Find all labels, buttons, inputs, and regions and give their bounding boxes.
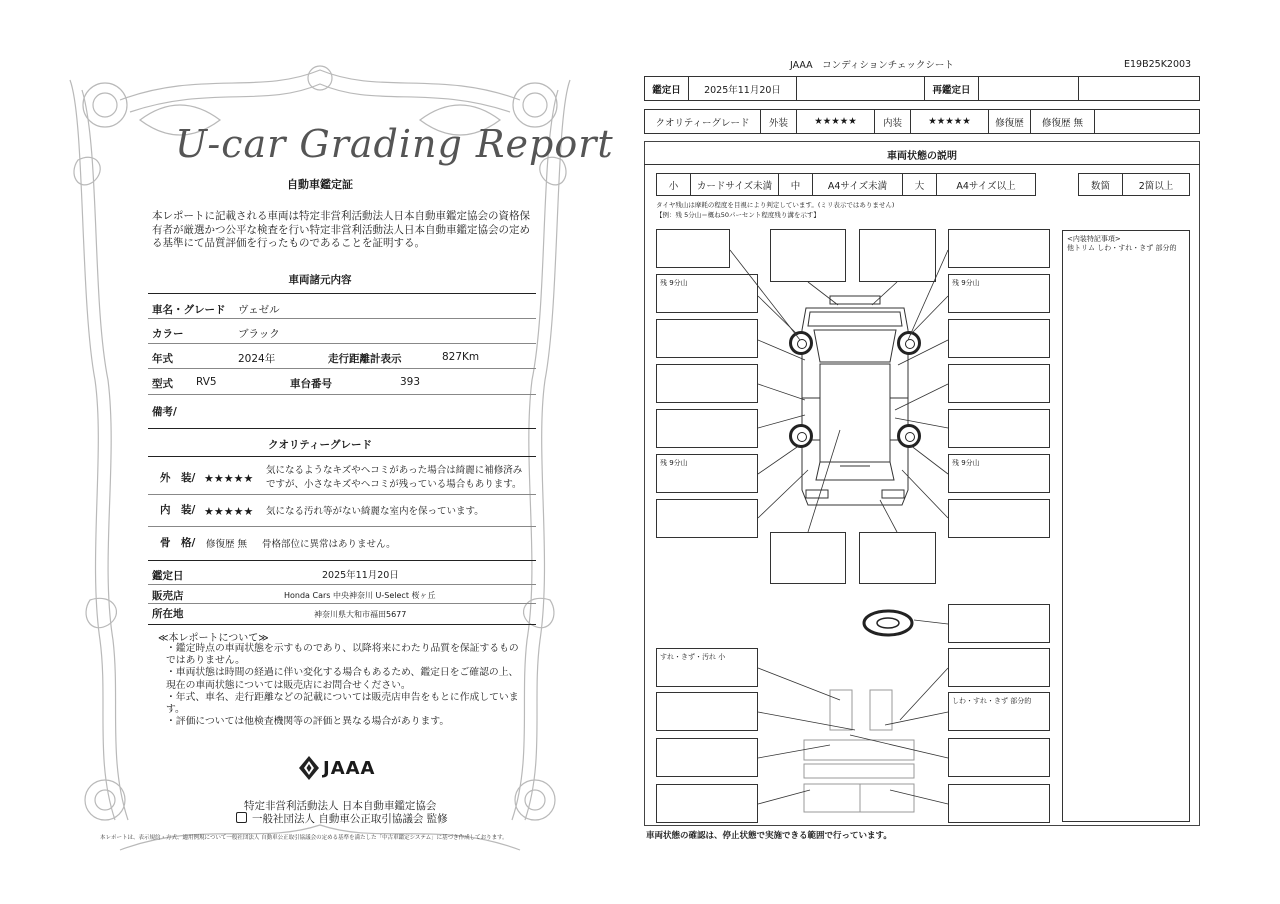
- inspect-date-label: 鑑定日: [645, 77, 689, 100]
- tire-note-1: タイヤ残山は摩耗の程度を目視により判定しています。(ミリ表示ではありません): [656, 201, 895, 209]
- int-stars: ★★★★★: [911, 110, 989, 133]
- name-label: 車名・グレード: [152, 304, 226, 316]
- about-item: ・鑑定時点の車両状態を示すものであり、以降将来にわたり品質を保証するものではありません。: [166, 643, 519, 667]
- org-line-2: 一般社団法人 自動車公正取引協議会 監修: [252, 813, 448, 825]
- dealer-value: Honda Cars 中央神奈川 U-Select 桜ヶ丘: [284, 591, 436, 600]
- qg-label: クオリティーグレード: [645, 110, 761, 133]
- frame-text: 骨格部位に異常はありません。: [262, 539, 396, 550]
- legend-multiple: 数箇: [1079, 174, 1123, 195]
- seat-note-right: しわ・すれ・きず 部分的: [952, 697, 1032, 705]
- jaaa-logo-text: JAAA: [323, 758, 376, 779]
- legend-medium-desc: A4サイズ未満: [813, 174, 903, 195]
- about-item: ・車両状態は時間の経過に伴い変化する場合もあるため、鑑定日をご確認の上、現在の車両状態については販売店にお問合せください。: [166, 667, 519, 691]
- reinspect-date-label: 再鑑定日: [925, 77, 979, 100]
- exterior-label: 外 装/: [160, 472, 196, 484]
- legend-small-desc: カードサイズ未満: [691, 174, 779, 195]
- legend-large: 大: [903, 174, 937, 195]
- chassis-value: 393: [400, 376, 421, 388]
- dealer-label: 販売店: [152, 590, 184, 602]
- int-label: 内装: [875, 110, 911, 133]
- legend-medium: 中: [779, 174, 813, 195]
- spec-heading: 車両諸元内容: [288, 274, 352, 286]
- model-value: RV5: [196, 376, 217, 388]
- desc-heading: 車両状態の説明: [887, 151, 957, 162]
- date-label: 鑑定日: [152, 570, 184, 582]
- ext-stars: ★★★★★: [797, 110, 875, 133]
- interior-text: 気になる汚れ等がない綺麗な室内を保っています。: [266, 506, 484, 517]
- interior-notes-text: 他トリム しわ・すれ・きず 部分的: [1067, 244, 1177, 252]
- frame-value: 修復歴 無: [206, 539, 248, 550]
- about-list: [166, 643, 526, 728]
- seat-note-left: すれ・きず・汚れ 小: [660, 653, 726, 661]
- tire-front-right-note: 残 9分山: [952, 279, 980, 287]
- interior-label: 内 装/: [160, 504, 196, 516]
- repair-value: 修復歴 無: [1031, 110, 1095, 133]
- location-label: 所在地: [152, 608, 184, 620]
- date-value: 2025年11月20日: [322, 570, 399, 581]
- interior-notes-title: <内装特記事項>: [1067, 235, 1121, 243]
- year-label: 年式: [152, 353, 173, 365]
- location-value: 神奈川県大和市福田5677: [314, 610, 407, 619]
- frame-label: 骨 格/: [160, 537, 196, 549]
- exterior-stars: ★★★★★: [204, 472, 254, 485]
- legend-large-desc: A4サイズ以上: [956, 180, 1016, 192]
- legend-small: 小: [657, 174, 691, 195]
- name-value: ヴェゼル: [238, 304, 280, 316]
- color-value: ブラック: [238, 328, 280, 340]
- about-heading: ≪本レポートについて≫: [158, 633, 269, 644]
- tire-front-left-note: 残 9分山: [660, 279, 688, 287]
- odometer-value: 827Km: [442, 351, 480, 363]
- year-value: 2024年: [238, 353, 276, 365]
- interior-stars: ★★★★★: [204, 505, 254, 518]
- inspect-date-value: 2025年11月20日: [689, 77, 797, 100]
- odometer-label: 走行距離計表示: [328, 353, 402, 365]
- sheet-title: JAAA コンディションチェックシート: [790, 60, 954, 71]
- sheet-footer-note: 車両状態の確認は、停止状態で実施できる範囲で行っています。: [646, 831, 892, 841]
- callout-lines: [640, 0, 1280, 904]
- exterior-text-2: ですが、小さなキズやヘコミが残っている場合もあります。: [266, 479, 522, 490]
- notes-label: 備考/: [152, 406, 177, 418]
- repair-label: 修復歴: [989, 110, 1031, 133]
- org-line-1: 特定非営利活動法人 日本自動車鑑定協会: [244, 800, 437, 812]
- certificate-footnote: 本レポートは、表示規約・方式、適用例規について一般社団法人 自動車公正取引協議会の定める基準を満たした「中古車鑑定システム」に基づき作成しております。: [100, 835, 508, 841]
- quality-heading: クオリティーグレード: [268, 439, 372, 451]
- tire-rear-right-note: 残 9分山: [952, 459, 980, 467]
- tire-note-2: 【例：残 5分山＝概ね50パーセント程度残り溝を示す】: [656, 211, 820, 219]
- color-label: カラー: [152, 328, 184, 340]
- certificate-subtitle: 自動車鑑定証: [287, 178, 353, 191]
- sheet-id: E19B25K2003: [1124, 59, 1192, 70]
- chassis-label: 車台番号: [290, 378, 332, 390]
- tire-rear-left-note: 残 9分山: [660, 459, 688, 467]
- model-label: 型式: [152, 378, 173, 390]
- legend-multiple-desc: 2箇以上: [1138, 180, 1174, 192]
- condition-check-sheet: [640, 0, 1280, 904]
- about-item: ・年式、車名、走行距離などの記載については販売店申告をもとに作成しています。: [166, 691, 519, 716]
- script-title: U-car Grading Report: [175, 122, 614, 166]
- intro-paragraph: 本レポートに記載される車両は特定非営利活動法人日本自動車鑑定協会の資格保有者が厳選かつ公平な検査を行い特定非営利活動法人日本自動車鑑定協会の定める基準にて品質評価を行ったものであることを証明する。: [152, 210, 530, 249]
- exterior-text-1: 気になるようなキズやヘコミがあった場合は綺麗に補修済み: [266, 465, 523, 476]
- about-item: ・評価については他検査機関等の評価と異なる場合があります。: [166, 716, 450, 728]
- ext-label: 外装: [761, 110, 797, 133]
- jpc-logo-icon: [236, 812, 247, 823]
- jaaa-logo-icon: [298, 755, 320, 781]
